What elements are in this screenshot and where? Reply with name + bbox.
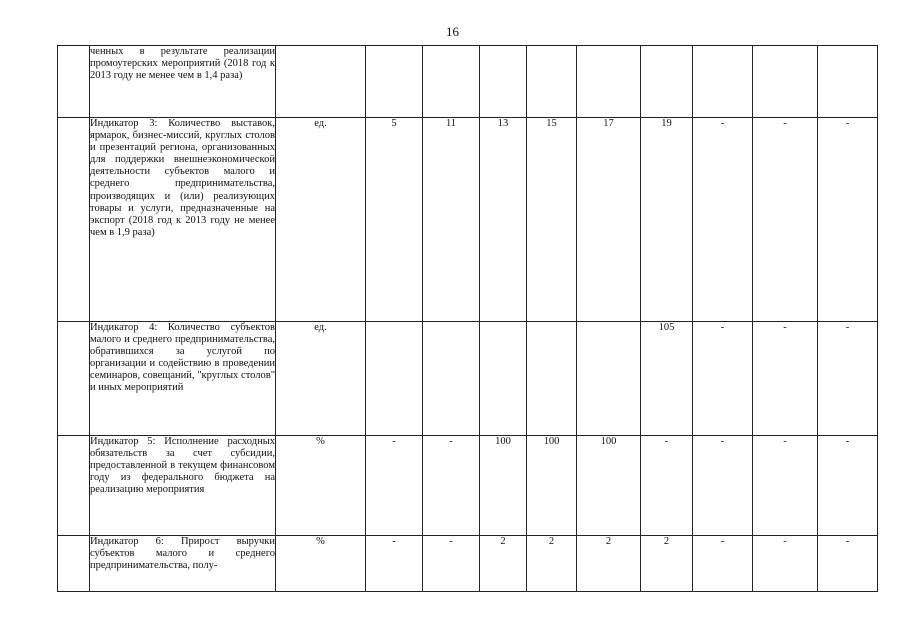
- row-number-cell: [58, 436, 90, 536]
- value-cell: 15: [527, 118, 577, 322]
- indicator-text: Индикатор 4: Количество субъектов малого и среднего предпринимательства, обратившихся за услугой по организации и содействию в проведении семинаров, совещаний, "круглых столов" и иных мероприятий: [90, 322, 276, 436]
- value-cell: [423, 322, 480, 436]
- value-cell: -: [641, 436, 693, 536]
- value-cell: [577, 46, 641, 118]
- value-cell: 19: [641, 118, 693, 322]
- value-cell: [366, 46, 423, 118]
- row-number-cell: [58, 322, 90, 436]
- unit-cell: %: [276, 436, 366, 536]
- table-row: [58, 118, 878, 322]
- value-cell: 17: [577, 118, 641, 322]
- value-cell: -: [818, 118, 878, 322]
- table-row: [58, 536, 878, 592]
- table-row: [58, 46, 878, 118]
- indicator-text: Индикатор 5: Исполнение расходных обязательств за счет субсидии, предоставленной в текущем финансовом году из федерального бюджета на реализацию мероприятия: [90, 436, 276, 536]
- indicator-text: Индикатор 3: Количество выставок, ярмарок, бизнес-миссий, круглых столов и презентаций региона, организованных для поддержки внешнеэкономической деятельности субъектов малого и среднего предпринимательства, производящих и (или) реализующих товары и услуги, предназначенные на экспорт (2018 год к 2013 году не менее чем в 1,9 раза): [90, 118, 276, 322]
- unit-cell: ед.: [276, 322, 366, 436]
- value-cell: -: [693, 322, 753, 436]
- unit-cell: [276, 46, 366, 118]
- value-cell: -: [366, 536, 423, 592]
- value-cell: [641, 46, 693, 118]
- page-number: 16: [446, 24, 459, 39]
- unit-cell: %: [276, 536, 366, 592]
- value-cell: -: [693, 436, 753, 536]
- value-cell: [366, 322, 423, 436]
- value-cell: 13: [480, 118, 527, 322]
- value-cell: [480, 46, 527, 118]
- value-cell: 100: [527, 436, 577, 536]
- row-number-cell: [58, 46, 90, 118]
- value-cell: [423, 46, 480, 118]
- value-cell: [527, 322, 577, 436]
- value-cell: -: [753, 536, 818, 592]
- value-cell: 11: [423, 118, 480, 322]
- value-cell: -: [753, 118, 818, 322]
- row-number-cell: [58, 536, 90, 592]
- value-cell: -: [818, 322, 878, 436]
- value-cell: 105: [641, 322, 693, 436]
- indicator-text: ченных в результате реализации промоутерских мероприятий (2018 год к 2013 году не менее чем в 1,4 раза): [90, 46, 276, 118]
- table-row: [58, 322, 878, 436]
- indicators-table: [57, 45, 878, 592]
- value-cell: -: [753, 436, 818, 536]
- value-cell: -: [818, 436, 878, 536]
- value-cell: [818, 46, 878, 118]
- value-cell: 2: [577, 536, 641, 592]
- indicator-text: Индикатор 6: Прирост выручки субъектов малого и среднего предпринимательства, полу-: [90, 536, 276, 592]
- row-number-cell: [58, 118, 90, 322]
- value-cell: 5: [366, 118, 423, 322]
- value-cell: 2: [480, 536, 527, 592]
- value-cell: [753, 46, 818, 118]
- value-cell: [527, 46, 577, 118]
- value-cell: 2: [641, 536, 693, 592]
- value-cell: 100: [480, 436, 527, 536]
- table-row: [58, 436, 878, 536]
- value-cell: 100: [577, 436, 641, 536]
- value-cell: -: [753, 322, 818, 436]
- value-cell: -: [366, 436, 423, 536]
- value-cell: -: [818, 536, 878, 592]
- value-cell: -: [423, 536, 480, 592]
- value-cell: -: [423, 436, 480, 536]
- value-cell: [693, 46, 753, 118]
- value-cell: [480, 322, 527, 436]
- value-cell: -: [693, 118, 753, 322]
- value-cell: -: [693, 536, 753, 592]
- unit-cell: ед.: [276, 118, 366, 322]
- value-cell: [577, 322, 641, 436]
- value-cell: 2: [527, 536, 577, 592]
